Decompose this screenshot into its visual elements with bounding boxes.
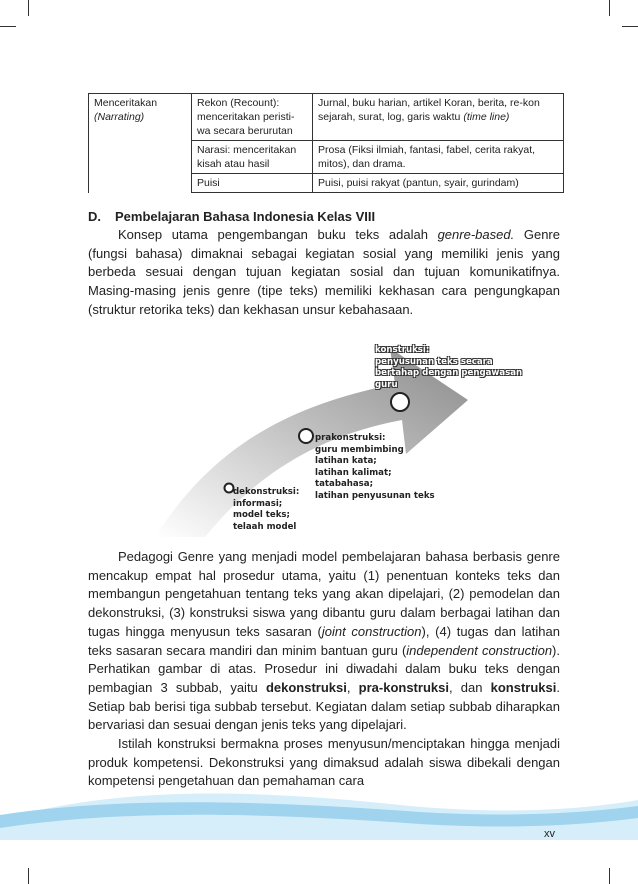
table-cell: Puisi [192,174,313,193]
stage-label-konstruksi: konstruksi: penyusunan teks secara bertahap dengan pengawasan guru [375,345,523,390]
text-run: Pedagogi Genre yang menjadi model pembelajaran bahasa berbasis genre mencakup empat hal prosedur utama, yaitu (1) penentuan konteks teks dan membangun pengetahuan tentang teks yang akan dipelajari, (2) pemodelan dan dekonstruksi, (3) konstruksi siswa yang dibantu guru dalam berbagai latihan dan tugas hingga menyusun teks sasaran ( [88,549,560,639]
table-row [89,94,564,141]
page-number: xv [544,828,555,840]
wave-fill [0,840,638,860]
stage-marker-icon [299,429,313,443]
text-run: ), (4) tugas dan latihan teks sasaran secara mandiri dan minim bantuan guru ( [88,623,560,658]
section-number: D. [88,209,101,224]
cell-text: Menceritakan [94,97,158,109]
genre-pedagogy-diagram [150,332,550,542]
paragraph [88,226,560,320]
crop-mark [0,26,16,27]
text-run-bold: dekonstruksi [265,679,347,695]
footer-wave [0,780,638,860]
section-title: Pembelajaran Bahasa Indonesia Kelas VIII [115,209,376,224]
text-run: , [346,679,359,695]
cell-text: Jurnal, buku harian, artikel Koran, berita, re-kon sejarah, surat, log, garis waktu [318,97,540,123]
crop-mark [28,0,29,16]
cell-text-italic: (Narrating) [94,111,145,123]
table-cell: Prosa (Fiksi ilmiah, fantasi, fabel, cerita rakyat, mitos), dan drama. [313,141,564,174]
text-run: . Setiap bab berisi tiga subbab tersebut. Kegiatan dalam setiap subbab diharapkan bervariasi dan sesuai dengan jenis teks yang dipelajari. [88,679,560,733]
section-heading [88,209,560,224]
text-run: ). Perhatikan gambar di atas. Prosedur ini diwadahi dalam buku teks dengan pembagian 3 subbab, yaitu [88,642,560,695]
text-run: Genre (fungsi bahasa) dimaknai sebagai kegiatan sosial yang memiliki jenis yang berbeda sesuai dengan tujuan kegiatan sosial dan tujuan komunikatifnya. Masing-masing jenis genre (tipe teks) memiliki kekhasan cara pengungkapan (struktur retorika teks) dan kekhasan unsur kebahasaan. [88,227,560,317]
text-run: Istilah konstruksi bermakna proses menyusun/menciptakan hingga menjadi produk kompetensi. Dekonstruksi yang dimaksud adalah siswa dibekali dengan kompetensi pengetahuan dan pemahaman cara [88,736,560,789]
text-run: Konsep utama pengembangan buku teks adalah [118,227,438,242]
table-cell: Rekon (Recount): menceritakan peristi-wa secara berurutan [192,94,313,141]
genre-table [88,93,564,193]
text-run-bold: pra-konstruksi [358,679,449,695]
crop-mark [609,868,610,884]
cell-text-italic: (time line) [463,111,510,123]
table-cell: Narasi: menceritakan kisah atau hasil [192,141,313,174]
stage-label-prakonstruksi: prakonstruksi: guru membimbing latihan kata; latihan kalimat; tatabahasa; latihan penyusunan teks [315,433,435,501]
crop-mark [28,868,29,884]
text-run-italic: independent construction [406,642,553,658]
table-cell [89,94,192,193]
paragraph [88,548,560,735]
crop-mark [622,26,638,27]
text-run: , dan [448,679,491,695]
stage-marker-icon [391,393,409,411]
text-run-bold: konstruksi [490,679,557,695]
text-run-italic: joint construction [321,623,422,639]
crop-mark [609,0,610,16]
table-cell [313,94,564,141]
text-run-italic: genre-based. [437,227,515,242]
stage-label-dekonstruksi: dekonstruksi: informasi; model teks; telaah model [233,487,300,532]
table-cell: Puisi, puisi rakyat (pantun, syair, gurindam) [313,174,564,193]
